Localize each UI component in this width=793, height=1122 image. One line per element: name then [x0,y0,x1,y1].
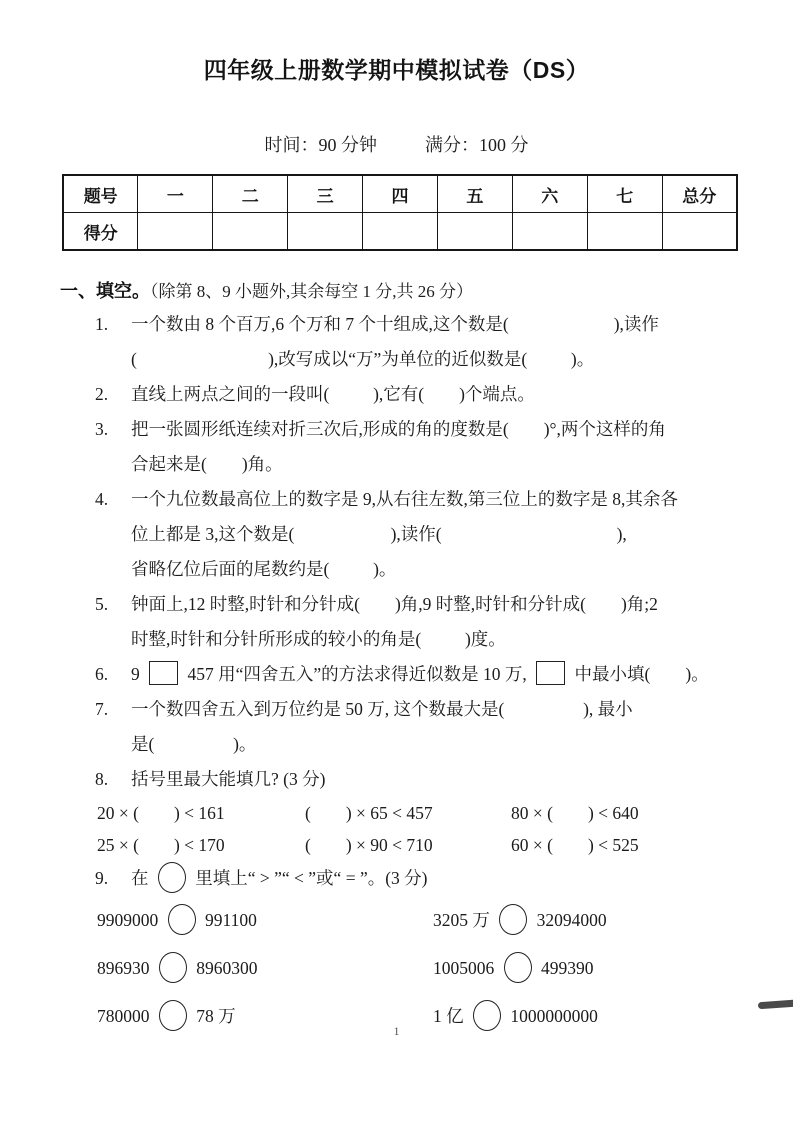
score-table-header-cell: 五 [437,175,512,213]
question-line: 直线上两点之间的一段叫( ),它有( )个端点。 [131,384,535,404]
question-content [131,377,755,412]
question-line: 钟面上,12 时整,时针和分针成( )角,9 时整,时针和分针成( )角;2 [131,594,658,614]
question-content [131,482,755,587]
question-number: 4. [95,489,109,509]
question-cell: 896930 8960300 [97,944,433,992]
question-item [95,861,755,1040]
question-number: 1. [95,314,109,334]
question-cell: 1005006 499390 [433,944,755,992]
question-number: 7. [95,699,109,719]
question-item [95,692,755,762]
question-content [97,762,755,861]
question-line: 在 里填上“ > ”“ < ”或“ = ”。(3 分) [131,861,755,896]
question-cell: 3205 万 32094000 [433,896,755,944]
section-heading [60,277,793,303]
compare-circle-icon [168,904,196,935]
score-cell [587,213,662,251]
question-number: 5. [95,594,109,614]
question-line: 9 457 用“四舍五入”的方法求得近似数是 10 万, 中最小填( )。 [131,657,755,692]
score-table-header-row [63,175,737,213]
question-content [97,861,755,1040]
score-cell [662,213,737,251]
question-number: 3. [95,419,109,439]
question-line: 一个九位数最高位上的数字是 9,从右往左数,第三位上的数字是 8,其余各 [131,489,678,509]
section-heading-title: 一、填空。 [60,281,150,301]
question-content [131,692,755,762]
question-line: 把一张圆形纸连续对折三次后,形成的角的度数是( )°,两个这样的角 [131,419,666,439]
full-score-label: 满分：100 分 [425,135,529,155]
question-item [95,587,755,657]
question-line: 一个数由 8 个百万,6 个万和 7 个十组成,这个数是( ),读作 [131,314,659,334]
score-table-header-cell: 题号 [63,175,138,213]
question-item [95,657,755,692]
compare-circle-icon [499,904,527,935]
question-item [95,307,755,377]
question-number: 8. [95,769,109,789]
question-item [95,762,755,861]
question-cell: 780000 78 万 [97,992,433,1040]
question-cell: 60 × ( ) < 525 [511,835,639,855]
page-number: 1 [393,1024,400,1038]
question-content [131,307,755,377]
time-limit-label: 时间：90 分钟 [264,135,377,155]
question-columns-row [97,797,755,829]
score-cell [363,213,438,251]
score-table-header-cell: 七 [587,175,662,213]
question-cell: ( ) × 65 < 457 [305,803,433,823]
question-item [95,482,755,587]
question-cell: ( ) × 90 < 710 [305,835,433,855]
score-cell [437,213,512,251]
compare-circle-icon [158,862,186,893]
score-table-body [63,175,737,250]
score-table-header-cell: 总分 [662,175,737,213]
question-line: 时整,时针和分针所形成的较小的角是( )度。 [131,629,506,649]
score-row-label: 得分 [63,213,138,251]
score-cell [138,213,213,251]
question-line: 位上都是 3,这个数是( ),读作( ), [131,524,627,544]
score-table-header-cell: 四 [363,175,438,213]
compare-circle-icon [504,952,532,983]
question-cell: 1 亿 1000000000 [433,992,755,1040]
scan-artifact [758,1000,793,1009]
blank-box-icon [536,661,565,685]
question-content [131,412,755,482]
question-line: ( ),改写成以“万”为单位的近似数是( )。 [131,349,595,369]
question-item [95,412,755,482]
page-title: 四年级上册数学期中模拟试卷（DS） [203,57,590,83]
score-table [62,174,738,251]
question-number: 6. [95,664,109,684]
score-table-header-cell: 三 [288,175,363,213]
compare-circle-icon [159,952,187,983]
question-line: 省略亿位后面的尾数约是( )。 [131,559,397,579]
score-cell [288,213,363,251]
score-table-header-cell: 六 [512,175,587,213]
question-number: 2. [95,384,109,404]
score-table-score-row [63,213,737,251]
question-cell: 80 × ( ) < 640 [511,803,639,823]
score-cell [213,213,288,251]
question-line: 合起来是( )角。 [131,454,283,474]
question-content [131,587,755,657]
question-cell: 20 × ( ) < 161 [97,803,225,823]
question-content [131,657,755,692]
score-table-header-cell: 一 [138,175,213,213]
question-number: 9. [95,868,109,888]
score-cell [512,213,587,251]
question-line: 括号里最大能填几? (3 分) [131,769,326,789]
score-table-header-cell: 二 [213,175,288,213]
question-cell: 9909000 991100 [97,896,433,944]
exam-meta [0,131,793,157]
questions [95,307,755,1040]
question-columns-row [97,944,755,992]
question-columns-row [97,829,755,861]
question-item [95,377,755,412]
blank-box-icon [149,661,178,685]
section-heading-note: （除第 8、9 小题外,其余每空 1 分,共 26 分） [150,282,473,301]
question-cell: 25 × ( ) < 170 [97,835,225,855]
question-columns-row [97,896,755,944]
question-line: 一个数四舍五入到万位约是 50 万, 这个数最大是( ), 最小 [131,699,633,719]
question-line: 是( )。 [131,734,257,754]
